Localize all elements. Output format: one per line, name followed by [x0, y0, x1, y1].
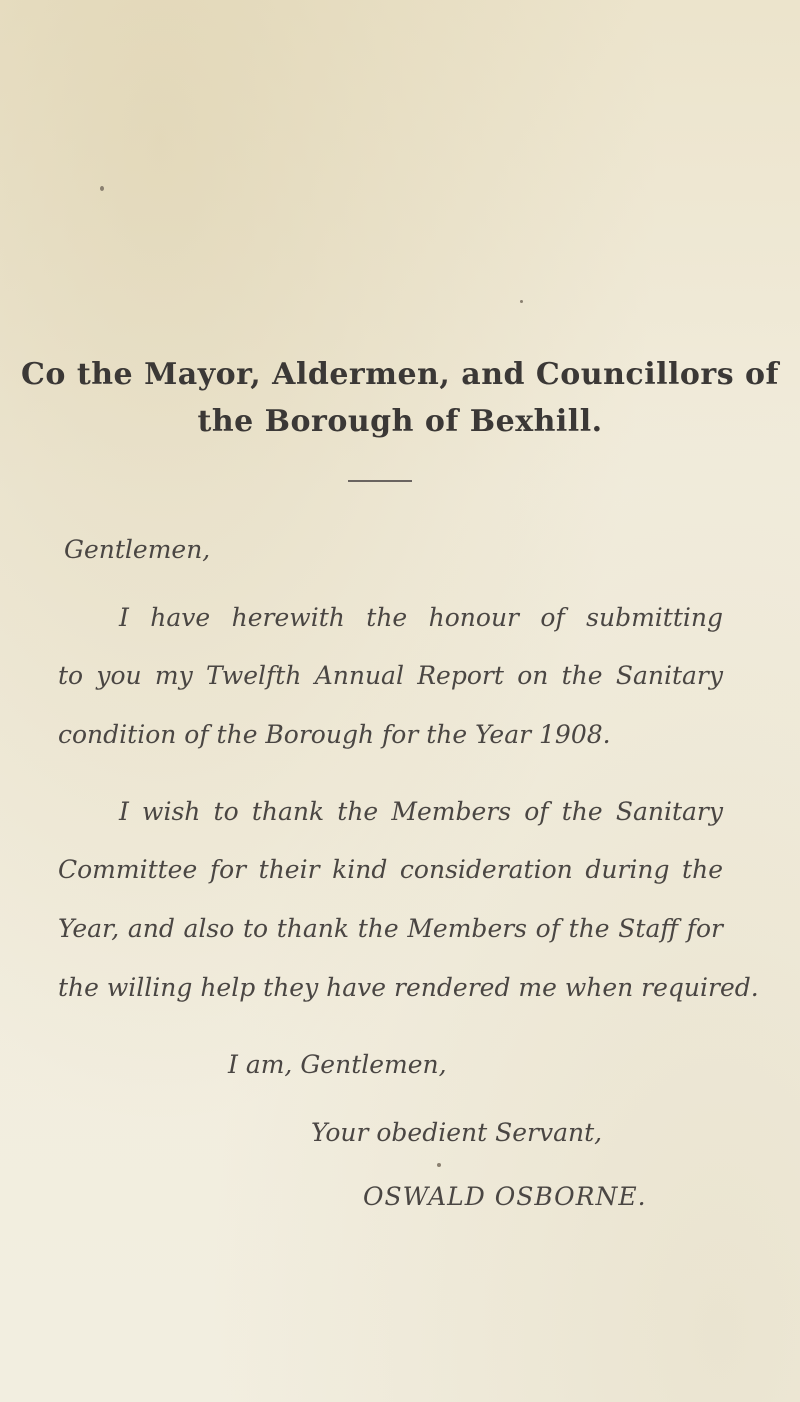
- paragraph-2-line-2: Committee for their kind consideration during the: [58, 855, 723, 884]
- heading-line-2: the Borough of Bexhill.: [197, 404, 603, 439]
- salutation: Gentlemen,: [64, 535, 211, 564]
- paragraph-1-line-3: condition of the Borough for the Year 1908.: [58, 720, 611, 749]
- paragraph-2-line-1: I wish to thank the Members of the Sanitary: [119, 797, 723, 826]
- heading-line-1: Co the Mayor, Aldermen, and Councillors of: [21, 357, 779, 392]
- paragraph-2-line-4: the willing help they have rendered me when required.: [58, 973, 759, 1002]
- paper-speck: [437, 1163, 441, 1167]
- paper-speck: [520, 300, 523, 303]
- closing-line-2: Your obedient Servant,: [311, 1118, 603, 1147]
- signature: OSWALD OSBORNE.: [363, 1182, 647, 1211]
- paper-speck: [100, 186, 104, 191]
- closing-line-1: I am, Gentlemen,: [228, 1050, 447, 1079]
- paragraph-1-line-1: I have herewith the honour of submitting: [119, 603, 723, 632]
- paragraph-1-line-2: to you my Twelfth Annual Report on the Sanitary: [58, 661, 723, 690]
- paragraph-2-line-3: Year, and also to thank the Members of the Staff for: [58, 914, 723, 943]
- divider-rule: [348, 480, 412, 482]
